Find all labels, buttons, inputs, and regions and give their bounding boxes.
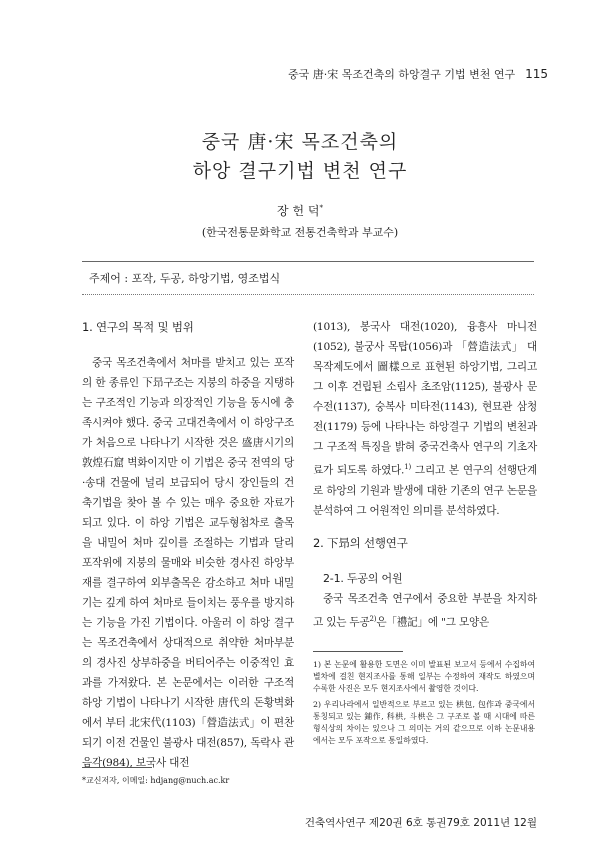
title-line-1: 중국 唐·宋 목조건축의 [201, 131, 399, 153]
footnote-ref-1[interactable]: 1) [404, 463, 412, 471]
affiliation: (한국전통문화학교 전통건축학과 부교수) [201, 226, 399, 239]
title-line-2: 하앙 결구기법 변천 연구 [192, 160, 408, 182]
subsection-2-1-heading: 2-1. 두공의 어원 [323, 571, 403, 585]
author [0, 202, 600, 219]
journal-footer: 건축역사연구 제20권 6호 통권79호 2011년 12월 [304, 817, 537, 829]
footnotes-right [313, 659, 535, 751]
paragraph-continued-text: (1013), 봉국사 대전(1020), 융흥사 마니전(1052), 불궁사 목탑(1056)과 「營造法式」 대목작제도에서 圖樣으로 표현된 하앙기법, 그리고 그 이후 건립된 소림사 초조암(1125), 불광사 문수전(1137), 숭복사 미타전(1143), 현묘관 삼청전(1179) 등에 나타나는 하앙결구 기법의 변천과 그 구조적 특징을 밝혀 중국건축사 연구의 기초자료가 되도록 하였다. [313, 321, 537, 477]
keywords-rule-bottom [82, 294, 534, 295]
left-column [82, 317, 294, 773]
section-1-heading: 1. 연구의 목적 및 범위 [82, 320, 194, 334]
right-column [313, 317, 537, 632]
sub-paragraph-text: 중국 목조건축 연구에서 중요한 부분을 차지하고 있는 두공 [313, 592, 537, 629]
paper-title [0, 128, 600, 186]
paragraph-tail-text: 그리고 본 연구의 선행단계로 하앙의 기원과 발생에 대한 기존의 연구 논문을 분석하여 그 어원적인 의미를 분석하였다. [313, 464, 537, 517]
keywords: 주제어 : 포작, 두공, 하앙기법, 영조법식 [89, 272, 281, 285]
author-note: *교신저자, 이메일: hdjang@nuch.ac.kr [82, 776, 230, 785]
running-title: 중국 唐·宋 목조건축의 하앙결구 기법 변천 연구 [287, 68, 516, 81]
subsection-2-1-paragraph [313, 589, 537, 633]
author-mark: * [319, 204, 323, 212]
sub-paragraph-tail: 은「禮記」에 "그 모양은 [376, 616, 490, 629]
keywords-rule-top [82, 261, 534, 262]
section-1-paragraph-continued [313, 317, 537, 521]
footnote-2: 2) 우리나라에서 일반적으로 부르고 있는 栱包, 包作과 중국에서 통칭되고 있는 鋪作, 科栱, 斗栱은 그 구조로 볼 때 시대에 따른 형식상의 차이는 있으나 그 의미는 거의 같으므로 이하 논문내용에서는 모두 포작으로 통일하였다. [313, 700, 535, 745]
section-1-paragraph: 중국 목조건축에서 처마를 받치고 있는 포작의 한 종류인 下昻구조는 지붕의 하중을 지탱하는 구조적인 기능과 의장적인 기능을 동시에 충족시켜야 했다. 중국 고대건축에서 이 하앙구조가 처음으로 나타나기 시작한 것은 盛唐시기의 敦煌石窟 벽화이지만 이 기법은 중국 전역의 당·송대 건물에 널리 보급되어 당시 장인들의 건축기법을 찾아 볼 수 있는 매우 중요한 자료가 되고 있다. 이 하앙 기법은 교두형첨차로 출목을 내밀어 처마 깊이를 조절하는 기법과 달리 포작위에 지붕의 물매와 비슷한 경사진 하앙부재를 결구하여 외부출목은 감소하고 처마 내밀기는 깊게 하여 처마로 들이치는 풍우를 방지하는 기능을 가진 기법이다. 아울러 이 하앙 결구는 목조건축에서 상대적으로 취약한 처마부분의 경사진 상부하중을 버티어주는 이중적인 효과를 가져왔다. 본 논문에서는 이러한 구조적 하앙 기법이 나타나기 시작한 唐代의 돈황벽화에서 부터 北宋代(1103)「營造法式」이 편찬되기 이전 건물인 불광사 대전(857), 독락사 관음각(984), 보국사 대전 [82, 357, 294, 769]
section-2-heading: 2. 下昻의 선행연구 [313, 535, 408, 550]
footnote-1: 1) 본 논문에 활용한 도면은 이미 발표된 보고서 등에서 수집하여 별차에 걸친 현지조사를 통해 일부는 수정하여 재작도 하였으며 수록한 사진은 모두 현지조사에서 촬영한 것이다. [313, 660, 535, 693]
page-number: 115 [525, 67, 548, 81]
running-header [0, 66, 548, 82]
author-name: 장 헌 덕 [277, 204, 320, 218]
footnote-rule-left [82, 767, 152, 768]
footnote-rule-right [313, 651, 403, 652]
footnote-ref-2[interactable]: 2) [369, 614, 377, 623]
